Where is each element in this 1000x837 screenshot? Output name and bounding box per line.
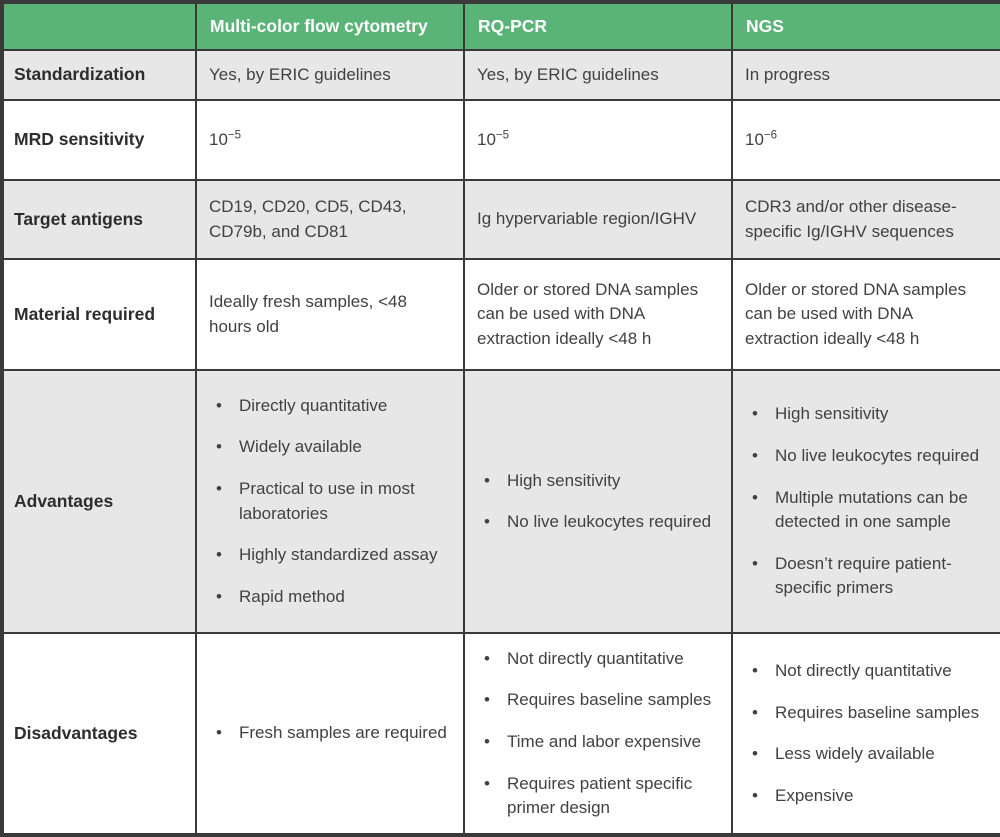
list-item: [475, 730, 723, 755]
cell-material-flow: Ideally fresh samples, <48 hours old: [196, 259, 464, 369]
list-item-text: Doesn’t require patient-specific primers: [775, 553, 952, 598]
bullet-icon: •: [484, 690, 490, 710]
bullet-icon: •: [484, 648, 490, 668]
row-label-disadvantages: Disadvantages: [2, 633, 196, 835]
header-row: [2, 2, 1000, 50]
cell-sensitivity-rqpcr: [464, 100, 732, 180]
list-item: [475, 772, 723, 821]
bullet-icon: •: [216, 479, 222, 498]
row-standardization: [2, 50, 1000, 100]
cell-disadvantages-ngs: [732, 633, 1000, 835]
cell-advantages-ngs: [732, 370, 1000, 634]
sensitivity-value: 10: [209, 129, 228, 149]
bullet-icon: •: [216, 437, 222, 457]
row-advantages: [2, 370, 1000, 634]
list-item: [207, 394, 455, 419]
list-item-text: High sensitivity: [775, 404, 889, 424]
disadvantages-flow-list: [207, 721, 455, 746]
list-item: [475, 510, 723, 535]
cell-antigens-flow: CD19, CD20, CD5, CD43, CD79b, and CD81: [196, 180, 464, 260]
sensitivity-exponent: −6: [763, 128, 778, 141]
list-item-text: Fresh samples are required: [239, 723, 447, 743]
list-item-text: Multiple mutations can be detected in one sample: [775, 487, 968, 532]
disadvantages-rqpcr-list: [475, 647, 723, 821]
list-item: [743, 742, 992, 767]
sensitivity-exponent: −5: [227, 128, 242, 141]
advantages-flow-list: [207, 394, 455, 610]
list-item-text: Less widely available: [775, 744, 935, 764]
row-mrd-sensitivity: [2, 100, 1000, 180]
list-item: [743, 701, 992, 726]
list-item-text: Rapid method: [239, 586, 345, 606]
cell-material-ngs: Older or stored DNA samples can be used with DNA extraction ideally <48 h: [732, 259, 1000, 369]
column-header-rq-pcr: RQ-PCR: [464, 2, 732, 50]
bullet-icon: •: [752, 744, 758, 764]
list-item: [743, 402, 992, 427]
list-item-text: No live leukocytes required: [775, 445, 980, 465]
cell-disadvantages-flow: [196, 633, 464, 835]
cell-advantages-rqpcr: [464, 370, 732, 634]
cell-standardization-ngs: In progress: [732, 50, 1000, 100]
list-item-text: Directly quantitative: [239, 395, 388, 415]
cell-standardization-rqpcr: Yes, by ERIC guidelines: [464, 50, 732, 100]
list-item-text: Requires patient specific primer design: [507, 773, 693, 818]
sensitivity-value: 10: [745, 129, 764, 149]
bullet-icon: •: [216, 586, 222, 606]
bullet-icon: •: [484, 470, 490, 490]
row-label-target-antigens: Target antigens: [2, 180, 196, 260]
bullet-icon: •: [216, 723, 222, 743]
row-label-standardization: Standardization: [2, 50, 196, 100]
cell-standardization-flow: Yes, by ERIC guidelines: [196, 50, 464, 100]
list-item-text: Requires baseline samples: [507, 690, 712, 710]
list-item: [207, 435, 455, 460]
cell-antigens-rqpcr: Ig hypervariable region/IGHV: [464, 180, 732, 260]
column-header-flow-cytometry: Multi-color flow cytometry: [196, 2, 464, 50]
row-disadvantages: [2, 633, 1000, 835]
list-item-text: High sensitivity: [507, 470, 621, 490]
row-label-material-required: Material required: [2, 259, 196, 369]
list-item-text: Not directly quantitative: [775, 660, 952, 680]
list-item: [207, 585, 455, 610]
bullet-icon: •: [484, 731, 490, 751]
disadvantages-ngs-list: [743, 659, 992, 809]
list-item-text: Expensive: [775, 785, 854, 805]
cell-sensitivity-ngs: [732, 100, 1000, 180]
list-item: [475, 688, 723, 713]
bullet-icon: •: [484, 512, 490, 532]
cell-disadvantages-rqpcr: [464, 633, 732, 835]
list-item-text: Widely available: [239, 437, 362, 457]
row-target-antigens: [2, 180, 1000, 260]
bullet-icon: •: [752, 404, 758, 424]
row-label-advantages: Advantages: [2, 370, 196, 634]
advantages-ngs-list: [743, 402, 992, 601]
list-item: [475, 647, 723, 672]
list-item-text: Not directly quantitative: [507, 648, 684, 668]
list-item: [743, 659, 992, 684]
advantages-rqpcr-list: [475, 469, 723, 535]
list-item-text: No live leukocytes required: [507, 512, 712, 532]
bullet-icon: •: [484, 773, 490, 793]
list-item: [207, 477, 455, 526]
bullet-icon: •: [752, 660, 758, 680]
column-header-empty: [2, 2, 196, 50]
list-item: [475, 469, 723, 494]
cell-sensitivity-flow: [196, 100, 464, 180]
list-item-text: Practical to use in most laboratories: [239, 479, 415, 523]
list-item: [743, 552, 992, 601]
list-item-text: Time and labor expensive: [507, 731, 702, 751]
row-material-required: [2, 259, 1000, 369]
list-item-text: Highly standardized assay: [239, 545, 438, 565]
cell-antigens-ngs: CDR3 and/or other disease-specific Ig/IGHV sequences: [732, 180, 1000, 260]
list-item: [207, 721, 455, 746]
list-item: [207, 543, 455, 568]
row-label-mrd-sensitivity: MRD sensitivity: [2, 100, 196, 180]
bullet-icon: •: [216, 395, 222, 415]
cell-material-rqpcr: Older or stored DNA samples can be used with DNA extraction ideally <48 h: [464, 259, 732, 369]
bullet-icon: •: [752, 785, 758, 805]
list-item: [743, 486, 992, 535]
bullet-icon: •: [752, 553, 758, 573]
bullet-icon: •: [752, 702, 758, 722]
bullet-icon: •: [752, 487, 758, 507]
sensitivity-value: 10: [477, 129, 496, 149]
list-item: [743, 444, 992, 469]
list-item-text: Requires baseline samples: [775, 702, 980, 722]
bullet-icon: •: [752, 445, 758, 465]
cell-advantages-flow: [196, 370, 464, 634]
sensitivity-exponent: −5: [495, 128, 510, 141]
list-item: [743, 784, 992, 809]
column-header-ngs: NGS: [732, 2, 1000, 50]
bullet-icon: •: [216, 545, 222, 565]
